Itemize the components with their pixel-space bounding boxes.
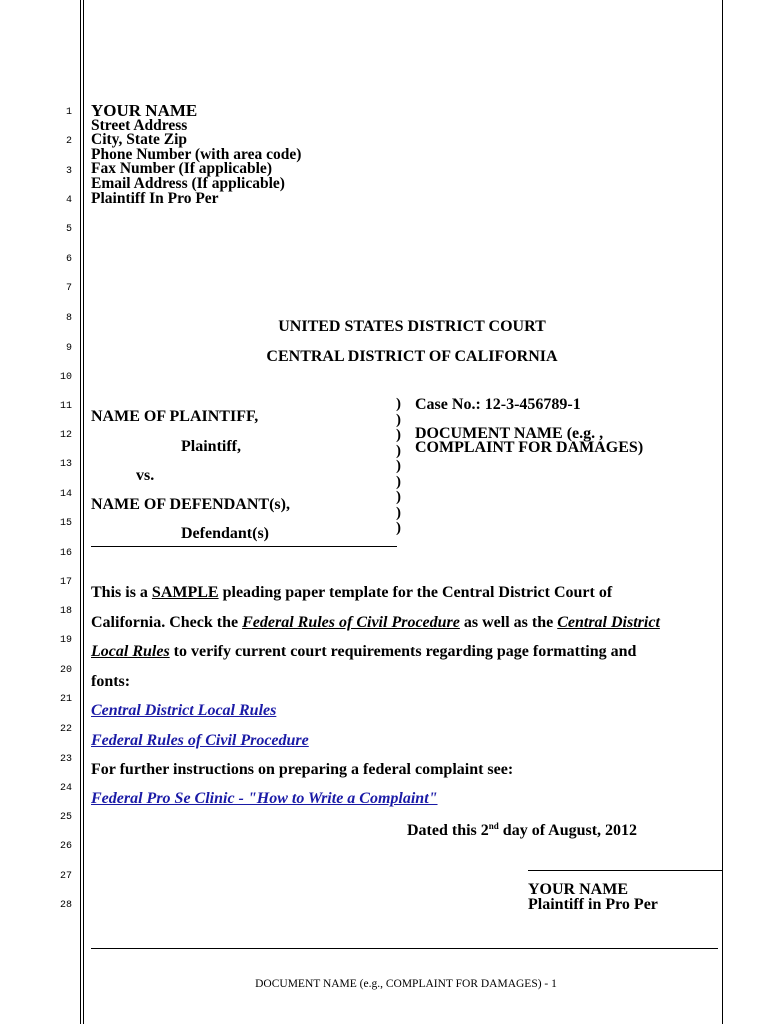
- caption-paren: ): [396, 520, 401, 536]
- line-number: 18: [59, 606, 72, 617]
- footer-caption: DOCUMENT NAME (e.g., COMPLAINT FOR DAMAGES) - 1: [255, 978, 557, 990]
- line-number: 23: [59, 754, 72, 765]
- caption-paren: ): [396, 442, 401, 459]
- email-address: Email Address (If applicable): [91, 174, 285, 192]
- pro-se-clinic-link[interactable]: Federal Pro Se Clinic - "How to Write a Complaint": [91, 790, 438, 807]
- party-role: Plaintiff In Pro Per: [91, 189, 219, 207]
- line-number: 26: [59, 841, 72, 852]
- line-number: 6: [65, 254, 72, 265]
- versus-label: vs.: [136, 467, 155, 484]
- line-number: 19: [59, 635, 72, 646]
- line-number: 3: [65, 166, 72, 177]
- line-number: 17: [59, 577, 72, 588]
- line-number: 12: [59, 430, 72, 441]
- body-text: This is a: [91, 584, 152, 601]
- defendant-label: Defendant(s): [181, 525, 269, 542]
- line-number: 9: [65, 343, 72, 354]
- caption-paren: ): [396, 427, 401, 443]
- line-number: 5: [65, 224, 72, 235]
- line-number: 21: [59, 694, 72, 705]
- document-name-line-2: COMPLAINT FOR DAMAGES): [415, 439, 644, 456]
- frcp-reference: Federal Rules of Civil Procedure: [242, 614, 460, 631]
- body-line-4: fonts:: [91, 673, 131, 690]
- body-line-2: [91, 614, 660, 632]
- caption-underline: [91, 546, 397, 547]
- line-number: 16: [59, 548, 72, 559]
- line-number: 11: [59, 401, 72, 412]
- line-number: 25: [59, 812, 72, 823]
- line-number: 4: [65, 195, 72, 206]
- federal-rules-civil-procedure-link[interactable]: Federal Rules of Civil Procedure: [91, 732, 309, 749]
- body-text: pleading paper template for the Central District Court of: [218, 584, 613, 601]
- defendant-name: NAME OF DEFENDANT(s),: [91, 496, 290, 513]
- local-rules-reference: Local Rules: [91, 643, 170, 660]
- ordinal-suffix: nd: [488, 821, 499, 831]
- caption-paren: ): [396, 411, 401, 428]
- dated-text: Dated this 2: [407, 822, 489, 839]
- sample-word: SAMPLE: [151, 584, 219, 601]
- line-number: 7: [65, 283, 72, 294]
- line-number: 24: [59, 783, 72, 794]
- court-district: CENTRAL DISTRICT OF CALIFORNIA: [266, 348, 558, 365]
- line-number: 13: [59, 459, 72, 470]
- party-name: YOUR NAME: [91, 101, 198, 120]
- document-name-line-1: DOCUMENT NAME (e.g. ,: [415, 425, 604, 442]
- street-address: Street Address: [91, 116, 188, 134]
- fax-number: Fax Number (If applicable): [91, 160, 272, 178]
- dated-text: day of August, 2012: [498, 822, 638, 839]
- line-number: 10: [59, 372, 72, 383]
- left-margin-rule-2: [83, 0, 84, 1024]
- body-text: California. Check the: [91, 614, 243, 631]
- line-number: 8: [65, 313, 72, 324]
- line-number: 2: [65, 136, 72, 147]
- body-text: to verify current court requirements regarding page formatting and: [169, 643, 637, 660]
- plaintiff-label: Plaintiff,: [181, 438, 241, 455]
- body-line-1: [91, 584, 612, 602]
- caption-parentheses: [396, 397, 401, 537]
- city-state-zip: City, State Zip: [91, 131, 188, 149]
- caption-paren: ): [396, 458, 401, 474]
- line-number: 27: [59, 871, 72, 882]
- caption-paren: ): [396, 473, 401, 490]
- caption-paren: ): [396, 396, 401, 412]
- right-margin-rule: [722, 0, 723, 1024]
- caption-paren: ): [396, 504, 401, 521]
- central-district-local-rules-link[interactable]: Central District Local Rules: [91, 702, 277, 719]
- instructions-text: For further instructions on preparing a federal complaint see:: [91, 761, 514, 778]
- caption-paren: ): [396, 489, 401, 505]
- court-name: UNITED STATES DISTRICT COURT: [278, 318, 546, 335]
- line-number: 28: [59, 900, 72, 911]
- line-number: 20: [59, 665, 72, 676]
- line-number: 22: [59, 724, 72, 735]
- line-number: 1: [65, 107, 72, 118]
- footer-rule: [91, 948, 718, 949]
- plaintiff-name: NAME OF PLAINTIFF,: [91, 408, 259, 425]
- phone-number: Phone Number (with area code): [91, 145, 302, 163]
- body-text: as well as the: [459, 614, 558, 631]
- dated-line: [407, 822, 637, 840]
- body-line-3: [91, 643, 636, 661]
- signature-role: Plaintiff in Pro Per: [528, 896, 658, 913]
- signature-name: YOUR NAME: [528, 881, 628, 898]
- left-margin-rule-1: [80, 0, 81, 1024]
- party-info-block: [91, 101, 302, 207]
- line-number: 14: [59, 489, 72, 500]
- signature-line: [528, 870, 722, 871]
- case-number: Case No.: 12-3-456789-1: [415, 396, 581, 413]
- central-district-reference: Central District: [557, 614, 660, 631]
- line-number: 15: [59, 518, 72, 529]
